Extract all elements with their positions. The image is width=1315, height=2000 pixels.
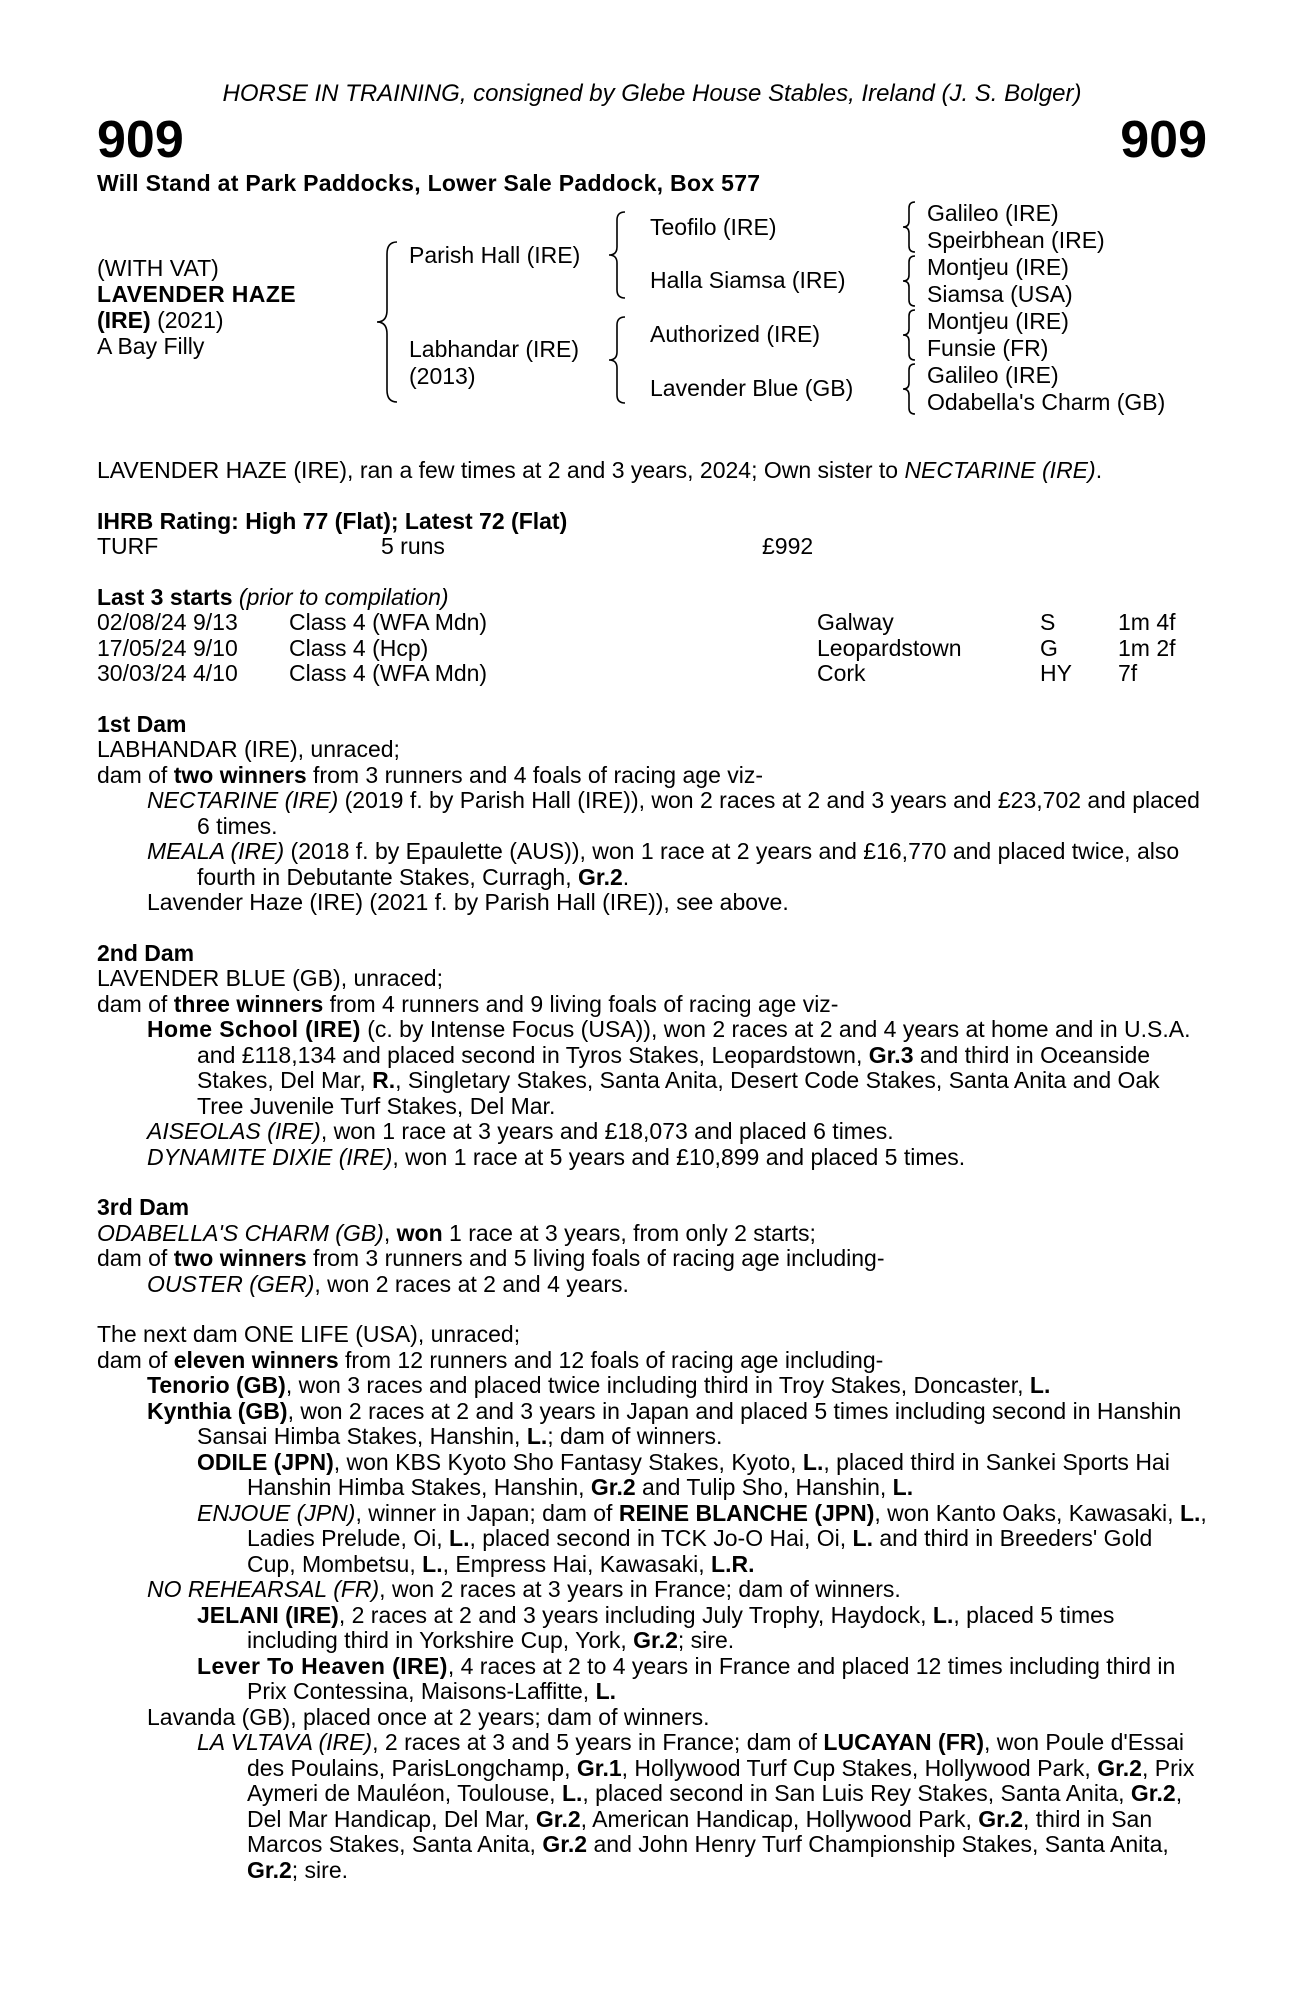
rating-title: IHRB Rating: High 77 (Flat); Latest 72 (Flat) bbox=[97, 507, 568, 534]
sire-dam: Halla Siamsa (IRE) bbox=[650, 267, 846, 293]
start-row: 02/08/24 9/13 Class 4 (WFA Mdn) Galway S 1m 4f bbox=[97, 609, 1176, 635]
next-dam-descendant: Lever To Heaven (IRE), 4 races at 2 to 4 years in France and placed 12 times including third in Prix Contessina, Maisons-Laffitte, L. bbox=[197, 1652, 1176, 1704]
brace-g2 bbox=[897, 254, 919, 308]
start-row: 30/03/24 4/10 Class 4 (WFA Mdn) Cork HY 7f bbox=[97, 660, 1138, 686]
vat-label: (WITH VAT) bbox=[97, 255, 219, 281]
sire-sire: Teofilo (IRE) bbox=[650, 214, 777, 240]
granddam-1: Speirbhean (IRE) bbox=[927, 227, 1105, 253]
next-dam-foal: NO REHEARSAL (FR), won 2 races at 3 years in France; dam of winners. bbox=[147, 1576, 901, 1602]
first-dam-title: 1st Dam bbox=[97, 710, 187, 737]
pedigree-table bbox=[97, 200, 1207, 420]
first-dam-foal: Lavender Haze (IRE) (2021 f. by Parish Hall (IRE)), see above. bbox=[147, 889, 789, 915]
granddam-3: Funsie (FR) bbox=[927, 335, 1049, 361]
grandsire-2: Montjeu (IRE) bbox=[927, 254, 1069, 280]
first-dam-line2: dam of two winners from 3 runners and 4 foals of racing age viz- bbox=[97, 761, 764, 788]
last-starts-title: Last 3 starts (prior to compilation) bbox=[97, 583, 449, 610]
main-brace bbox=[367, 240, 407, 405]
third-dam-line1: ODABELLA'S CHARM (GB), won 1 race at 3 years, from only 2 starts; bbox=[97, 1219, 816, 1246]
lot-number-left: 909 bbox=[97, 111, 184, 169]
granddam-4: Odabella's Charm (GB) bbox=[927, 389, 1166, 415]
grandsire-1: Galileo (IRE) bbox=[927, 200, 1059, 226]
next-dam-descendant: ODILE (JPN), won KBS Kyoto Sho Fantasy Stakes, Kyoto, L., placed third in Sankei Sports Hai Hanshin Himba Stakes, Hanshin, Gr.2 and Tulip Sho, Hanshin, L. bbox=[197, 1448, 1170, 1500]
stand-info: Will Stand at Park Paddocks, Lower Sale Paddock, Box 577 bbox=[97, 170, 761, 196]
grandsire-4: Galileo (IRE) bbox=[927, 362, 1059, 388]
second-dam-line2: dam of three winners from 4 runners and 9 living foals of racing age viz- bbox=[97, 990, 839, 1017]
dam-brace bbox=[605, 315, 631, 405]
summary: LAVENDER HAZE (IRE), ran a few times at 2 and 3 years, 2024; Own sister to NECTARINE (IRE). bbox=[97, 457, 1103, 483]
sire: Parish Hall (IRE) bbox=[409, 242, 581, 268]
next-dam-descendant: JELANI (IRE), 2 races at 2 and 3 years including July Trophy, Haydock, L., placed 5 times including third in Yorkshire Cup, York, Gr.2; sire. bbox=[197, 1601, 1115, 1653]
sire-brace bbox=[605, 210, 631, 300]
next-dam-descendant: ENJOUE (JPN), winner in Japan; dam of REINE BLANCHE (JPN), won Kanto Oaks, Kawasaki, L., Ladies Prelude, Oi, L., placed second in TCK Jo-O Hai, Oi, L. and third in Breeders' Gold Cup, Mombetsu, L., Empress Hai, Kawasaki, L.R. bbox=[197, 1499, 1207, 1577]
brace-g4 bbox=[897, 362, 919, 416]
dam-dam: Lavender Blue (GB) bbox=[650, 375, 854, 401]
lot-number-right: 909 bbox=[1120, 111, 1207, 169]
brace-g1 bbox=[897, 200, 919, 254]
horse-description: A Bay Filly bbox=[97, 333, 205, 359]
horse-country-year: (IRE) (2021) bbox=[97, 307, 224, 333]
next-dam-foal: Kynthia (GB), won 2 races at 2 and 3 years in Japan and placed 5 times including second in Hanshin Sansai Himba Stakes, Hanshin, L.; dam of winners. bbox=[147, 1397, 1182, 1449]
second-dam-foal: Home School (IRE) (c. by Intense Focus (USA)), won 2 races at 2 and 4 years at home and in U.S.A. and £118,134 and placed second in Tyros Stakes, Leopardstown, Gr.3 and third in Oceanside Stakes, Del Mar, R., Singletary Stakes, Santa Anita, Desert Code Stakes, Santa Anita and Oak Tree Juvenile Turf Stakes, Del Mar. bbox=[147, 1016, 1191, 1119]
horse-name: LAVENDER HAZE bbox=[97, 281, 297, 307]
grandsire-3: Montjeu (IRE) bbox=[927, 308, 1069, 334]
consignor-line: HORSE IN TRAINING, consigned by Glebe House Stables, Ireland (J. S. Bolger) bbox=[222, 80, 1082, 107]
second-dam-foal: DYNAMITE DIXIE (IRE), won 1 race at 5 years and £10,899 and placed 5 times. bbox=[147, 1143, 966, 1170]
second-dam-title: 2nd Dam bbox=[97, 939, 195, 966]
third-dam-line2: dam of two winners from 3 runners and 5 living foals of racing age including- bbox=[97, 1245, 885, 1271]
first-dam-foal: NECTARINE (IRE) (2019 f. by Parish Hall (IRE)), won 2 races at 2 and 3 years and £23,702 and placed 6 times. bbox=[147, 787, 1200, 839]
third-dam-title: 3rd Dam bbox=[97, 1194, 190, 1220]
next-dam-line2: dam of eleven winners from 12 runners and 12 foals of racing age including- bbox=[97, 1346, 884, 1373]
next-dam-descendant: LA VLTAVA (IRE), 2 races at 3 and 5 years in France; dam of LUCAYAN (FR), won Poule d'Essai des Poulains, ParisLongchamp, Gr.1, Hollywood Turf Cup Stakes, Hollywood Park, Gr.2, Prix Aymeri de Mauléon, Toulouse, L., placed second in San Luis Rey Stakes, Santa Anita, Gr.2, Del Mar Handicap, Del Mar, Gr.2, American Handicap, Hollywood Park, Gr.2, third in San Marcos Stakes, Santa Anita, Gr.2 and John Henry Turf Championship Stakes, Santa Anita, Gr.2; sire. bbox=[197, 1729, 1195, 1883]
next-dam-foal: Tenorio (GB), won 3 races and placed twice including third in Troy Stakes, Doncaster, L. bbox=[147, 1372, 1051, 1398]
dam-sire: Authorized (IRE) bbox=[650, 321, 821, 347]
first-dam-foal: MEALA (IRE) (2018 f. by Epaulette (AUS)), won 1 race at 2 years and £16,770 and placed twice, also fourth in Debutante Stakes, Curragh, Gr.2. bbox=[147, 838, 1180, 890]
third-dam-foal: OUSTER (GER), won 2 races at 2 and 4 years. bbox=[147, 1270, 629, 1297]
next-dam-line1: The next dam ONE LIFE (USA), unraced; bbox=[97, 1321, 521, 1347]
next-dam-foal: Lavanda (GB), placed once at 2 years; dam of winners. bbox=[147, 1703, 710, 1730]
brace-g3 bbox=[897, 308, 919, 362]
dam: Labhandar (IRE) bbox=[409, 336, 580, 362]
granddam-2: Siamsa (USA) bbox=[927, 281, 1073, 307]
dam-year: (2013) bbox=[409, 363, 476, 389]
catalogue-body bbox=[97, 458, 1207, 1883]
start-row: 17/05/24 9/10 Class 4 (Hcp) Leopardstown G 1m 2f bbox=[97, 634, 1176, 661]
rating-row: TURF 5 runs £992 bbox=[97, 533, 814, 559]
second-dam-line1: LAVENDER BLUE (GB), unraced; bbox=[97, 965, 443, 991]
second-dam-foal: AISEOLAS (IRE), won 1 race at 3 years and £18,073 and placed 6 times. bbox=[147, 1118, 894, 1144]
first-dam-line1: LABHANDAR (IRE), unraced; bbox=[97, 736, 400, 762]
